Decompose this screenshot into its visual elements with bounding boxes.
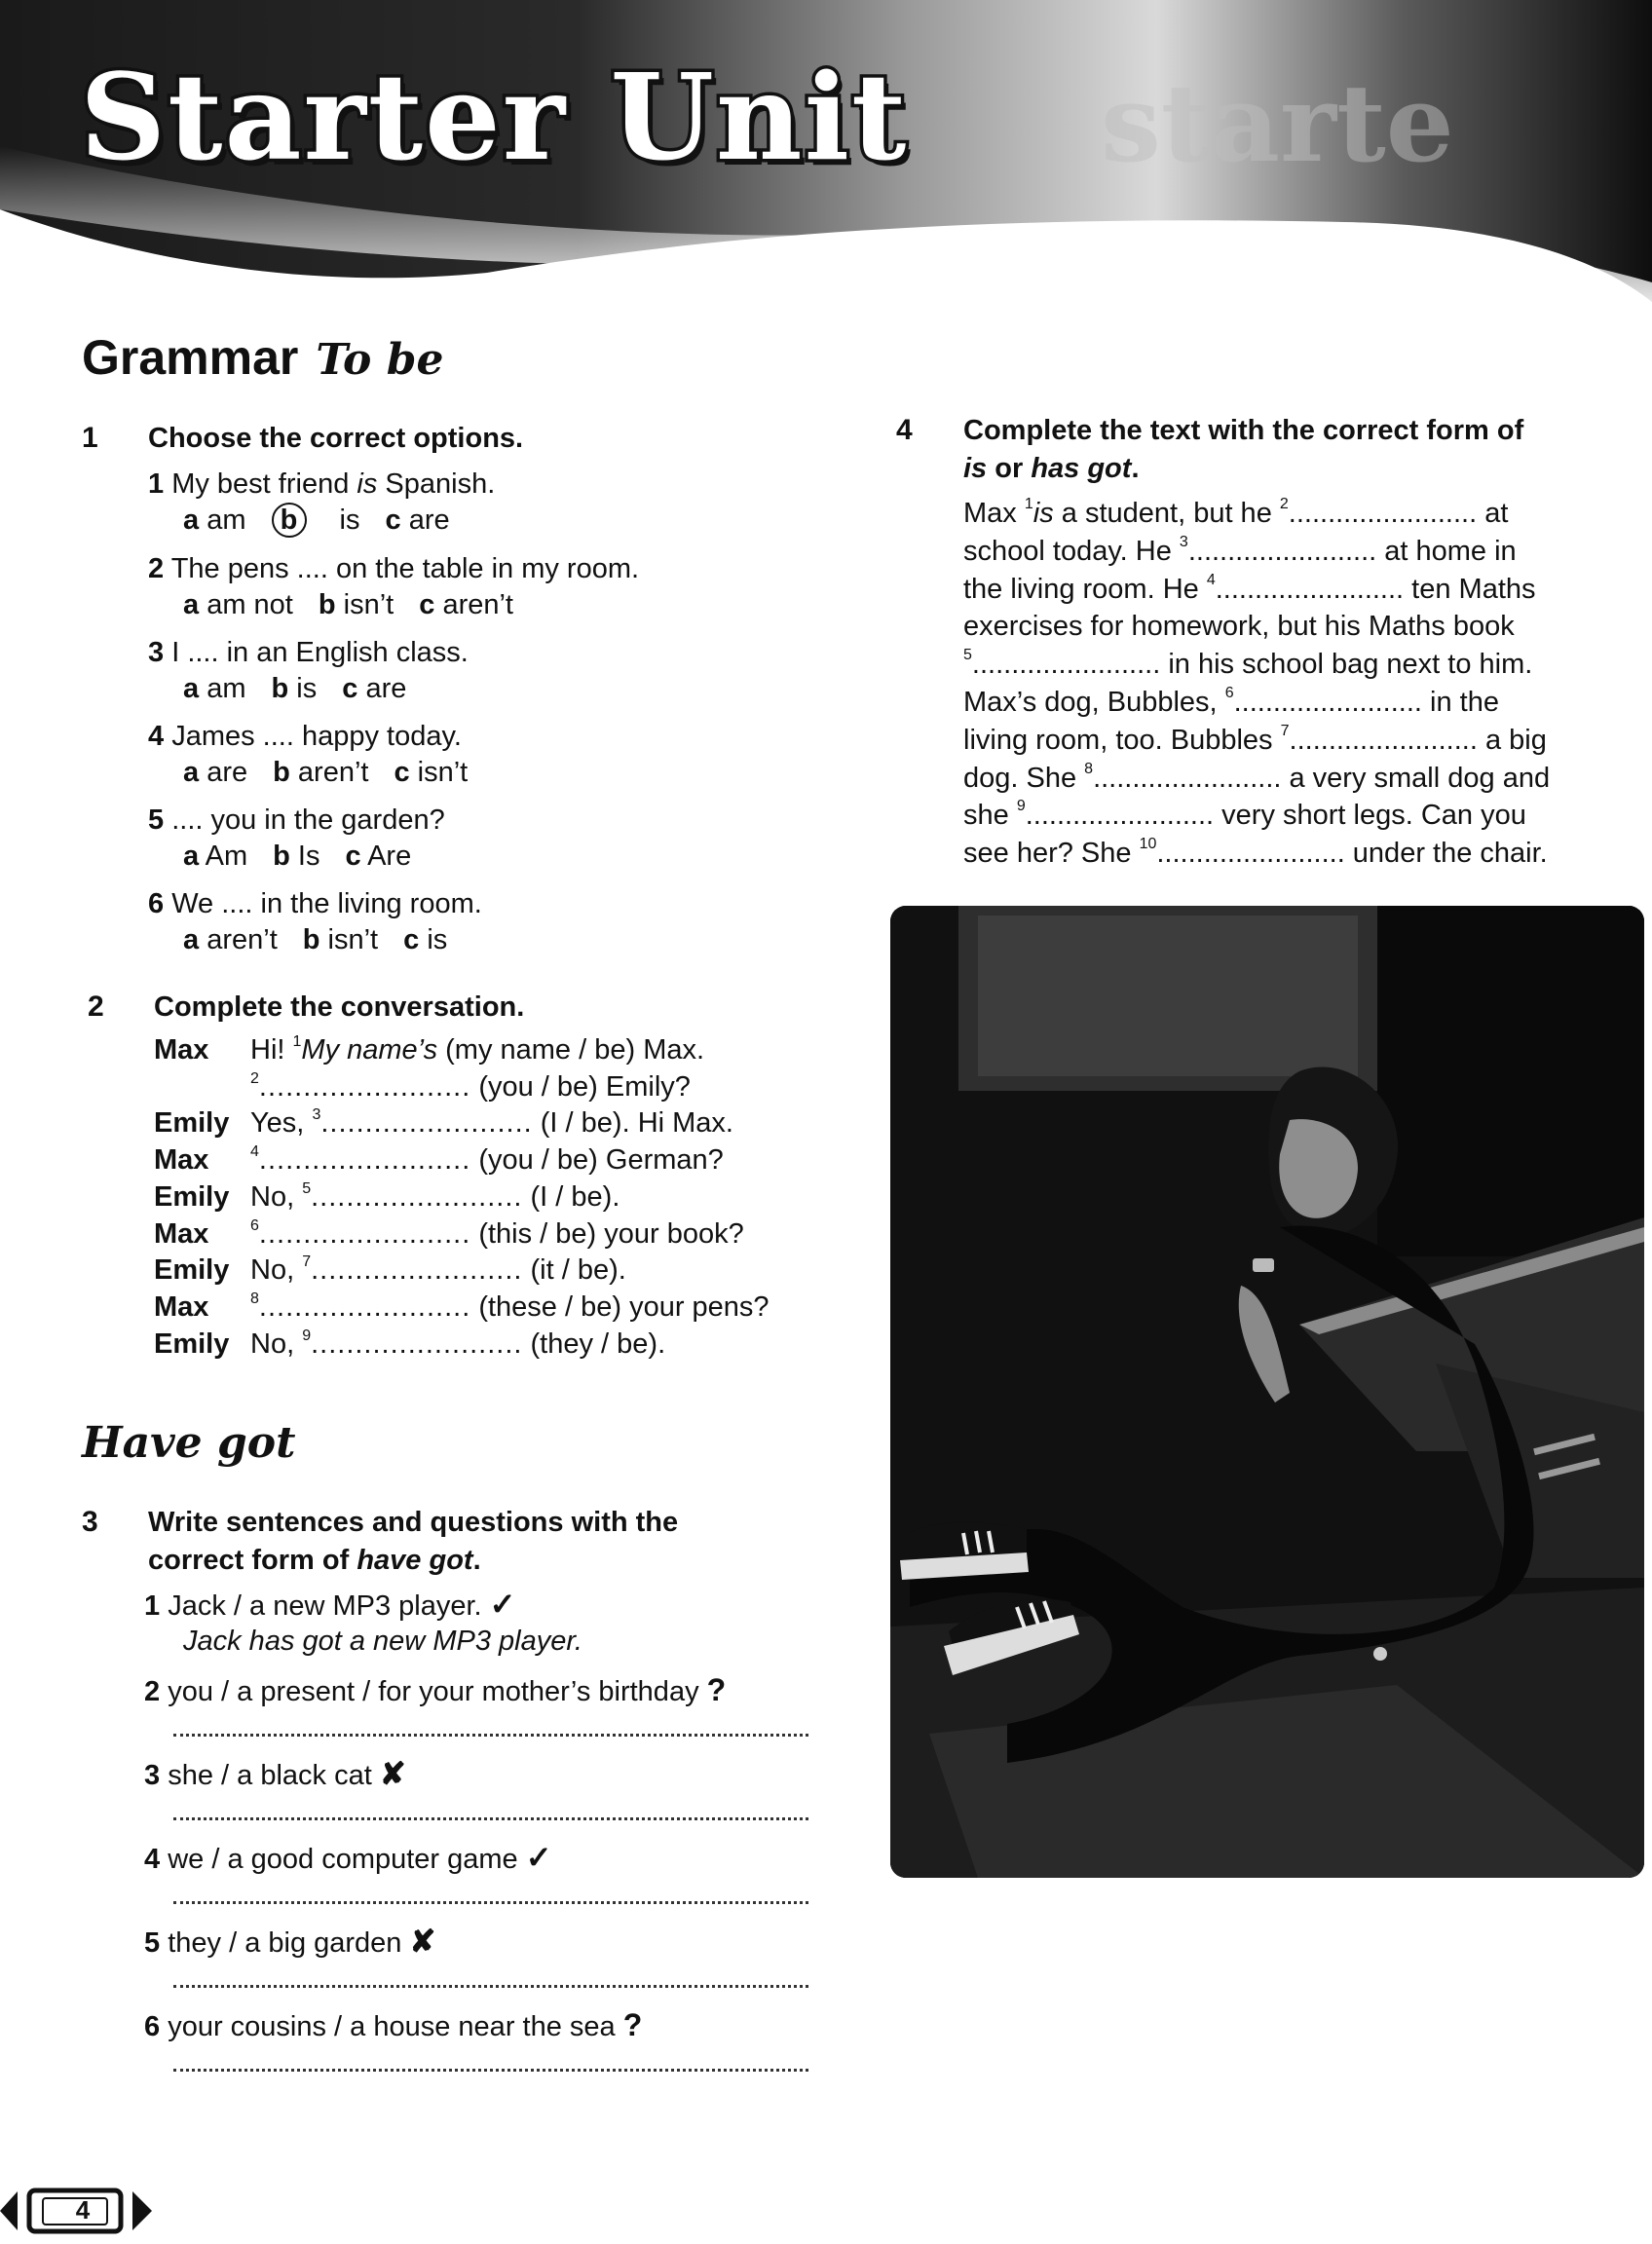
exercise-3-instruction bbox=[148, 1504, 678, 1580]
instruction-emphasis: has got bbox=[1031, 453, 1132, 484]
gap-number: 7 bbox=[1280, 722, 1290, 739]
ex3-prompt-text: you / a present / for your mother’s birthday bbox=[168, 1676, 699, 1707]
ex4-text-line bbox=[963, 646, 1587, 684]
ex1-option-letter: c bbox=[385, 505, 401, 536]
ex1-option[interactable] bbox=[273, 757, 368, 788]
ex1-item-number: 2 bbox=[148, 553, 165, 584]
ex4-text-line: Max’s dog, Bubbles, $^6$........................ in the bbox=[963, 684, 1499, 718]
ex1-option-letter: b bbox=[271, 673, 289, 704]
exercise-1-number: 1 bbox=[82, 422, 98, 454]
ex3-prompt-text: we / a good computer game bbox=[168, 1844, 518, 1875]
speaker-name: Max bbox=[154, 1217, 209, 1250]
illustration-boy-in-room bbox=[890, 906, 1644, 1878]
ex1-question-text: I .... in an English class. bbox=[171, 637, 469, 668]
conversation bbox=[154, 1032, 770, 1363]
gap-number: 10 bbox=[1139, 836, 1157, 853]
answer-blank[interactable]: ........................ bbox=[258, 1290, 471, 1323]
question-icon: ? bbox=[622, 2007, 643, 2042]
ex3-answer-line[interactable] bbox=[173, 2069, 808, 2072]
ex3-prompt-text: Jack / a new MP3 player. bbox=[168, 1590, 482, 1622]
ex1-question bbox=[148, 718, 462, 755]
question-icon: ? bbox=[706, 1672, 727, 1707]
speaker-name bbox=[154, 1069, 250, 1106]
instruction-text: . bbox=[1131, 453, 1140, 484]
ex3-prompt bbox=[144, 2006, 642, 2045]
ex1-option-text: isn’t bbox=[417, 757, 469, 788]
ex1-option-text: am bbox=[206, 505, 246, 536]
ex1-options bbox=[183, 586, 539, 623]
grammar-heading-label: Grammar bbox=[82, 330, 299, 385]
ball bbox=[1373, 1647, 1387, 1661]
check-icon: ✓ bbox=[525, 1840, 552, 1875]
ex3-prompt bbox=[144, 1923, 435, 1962]
gap-number: 9 bbox=[1016, 798, 1026, 815]
gap-number: 7 bbox=[302, 1253, 312, 1271]
answer-blank[interactable]: ........................ in his school bag next to him. bbox=[971, 649, 1533, 681]
ex1-options bbox=[183, 921, 472, 958]
gap-number: 4 bbox=[250, 1143, 259, 1161]
gap-number: 5 bbox=[302, 1179, 312, 1197]
have-got-heading: Have got bbox=[82, 1418, 296, 1468]
conversation-text: $^6$........................ (this / be) your book? bbox=[250, 1216, 744, 1250]
ex1-item-number: 4 bbox=[148, 721, 165, 752]
gap-number: 6 bbox=[1224, 684, 1234, 701]
ex3-prompt-text: she / a black cat bbox=[168, 1760, 372, 1791]
ex1-option[interactable] bbox=[303, 924, 378, 955]
ex1-item-number: 3 bbox=[148, 637, 165, 668]
ex1-option-letter: c bbox=[345, 841, 361, 872]
ex4-text-line: dog. She $^8$........................ a very small dog and bbox=[963, 760, 1551, 794]
ex3-item-number: 1 bbox=[144, 1590, 161, 1622]
instruction-emphasis: have got bbox=[357, 1545, 473, 1576]
ex1-option-text: are bbox=[365, 673, 407, 704]
ex1-option-letter: c bbox=[403, 924, 420, 955]
ex1-option-letter: b bbox=[273, 757, 290, 788]
answer-blank[interactable]: ........................ bbox=[320, 1107, 533, 1140]
ex1-circled-letter: b bbox=[272, 503, 307, 538]
ex1-option-text: Am bbox=[205, 841, 248, 872]
ex1-question-text: The pens .... on the table in my room. bbox=[170, 553, 640, 584]
ex1-option[interactable] bbox=[183, 589, 293, 620]
ex1-option-letter: b bbox=[302, 924, 320, 955]
answer-blank[interactable]: ........................ ten Maths bbox=[1215, 573, 1536, 605]
ex1-question-text: James .... happy today. bbox=[171, 721, 462, 752]
ex4-text-line: the living room. He $^4$........................ ten Maths bbox=[963, 571, 1536, 605]
ex1-question-text: Spanish. bbox=[377, 468, 496, 500]
gap-number: 3 bbox=[1179, 533, 1188, 550]
prev-arrow-icon bbox=[0, 2191, 18, 2230]
answer-blank[interactable]: ........................ bbox=[258, 1070, 471, 1103]
grammar-topic: To be bbox=[316, 335, 444, 385]
ex3-prompt bbox=[144, 1839, 552, 1878]
ex1-option-letter: a bbox=[183, 505, 200, 536]
speaker-name: Emily bbox=[154, 1328, 230, 1360]
ex3-prompt-text: they / a big garden bbox=[168, 1927, 402, 1959]
ex4-text-line: she $^9$........................ very short legs. Can you bbox=[963, 798, 1526, 832]
ex1-item-number: 5 bbox=[148, 804, 165, 836]
conversation-line bbox=[154, 1069, 770, 1106]
instruction-text: . bbox=[472, 1545, 481, 1576]
answer-blank[interactable]: ........................ bbox=[311, 1328, 523, 1360]
gap-number: 2 bbox=[250, 1069, 259, 1087]
conversation-line bbox=[154, 1327, 770, 1364]
ex1-option-letter: c bbox=[394, 757, 410, 788]
ex1-question bbox=[148, 550, 639, 587]
conversation-line bbox=[154, 1142, 770, 1179]
ex1-option[interactable] bbox=[403, 924, 447, 955]
ex1-option-text: is bbox=[427, 924, 448, 955]
ex1-option-text: Are bbox=[367, 841, 412, 872]
ex1-option-letter: b bbox=[273, 841, 290, 872]
instruction-text: or bbox=[987, 453, 1032, 484]
speaker-name: Max bbox=[154, 1034, 209, 1066]
instruction-emphasis: is bbox=[963, 453, 988, 484]
ex3-item-number: 5 bbox=[144, 1927, 161, 1959]
ex1-option-letter: a bbox=[183, 841, 200, 872]
ex1-options bbox=[183, 754, 493, 791]
ex1-option[interactable] bbox=[183, 841, 247, 872]
ex1-question-emphasis: is bbox=[357, 468, 378, 500]
answer-blank[interactable]: ........................ at home in bbox=[1187, 535, 1517, 567]
ex3-item-number: 2 bbox=[144, 1676, 161, 1707]
ex1-option-text: aren’t bbox=[206, 924, 278, 955]
ex1-question bbox=[148, 802, 445, 839]
exercise-3-instruction-line1: Write sentences and questions with the bbox=[148, 1507, 679, 1538]
ex1-option-letter: a bbox=[183, 924, 200, 955]
answer-blank[interactable]: ........................ a big bbox=[1289, 724, 1547, 756]
gap-number: 2 bbox=[1279, 496, 1289, 512]
ex1-option[interactable] bbox=[345, 841, 411, 872]
check-icon: ✓ bbox=[489, 1587, 516, 1622]
ex4-text-line: exercises for homework, but his Maths book bbox=[963, 611, 1515, 643]
ex1-options bbox=[183, 838, 436, 875]
exercise-4-text bbox=[963, 495, 1587, 873]
answer-blank[interactable]: ........................ a very small dog and bbox=[1093, 762, 1551, 794]
ex1-option[interactable] bbox=[272, 673, 318, 704]
conversation-line bbox=[154, 1216, 770, 1253]
cross-icon: ✘ bbox=[379, 1756, 406, 1791]
page-number: 4 bbox=[75, 2195, 91, 2225]
ex1-option-text: are bbox=[408, 505, 450, 536]
conversation-line bbox=[154, 1290, 770, 1327]
answer-blank[interactable]: ........................ bbox=[311, 1180, 523, 1213]
conversation-line bbox=[154, 1179, 770, 1216]
gap-number: 5 bbox=[963, 647, 972, 664]
speaker-name: Max bbox=[154, 1144, 209, 1177]
conversation-text: $^8$........................ (these / be) your pens? bbox=[250, 1290, 770, 1323]
answer-blank[interactable]: ........................ bbox=[311, 1254, 523, 1287]
ex1-question bbox=[148, 634, 469, 671]
ex3-item-number: 3 bbox=[144, 1760, 161, 1791]
gap-number: 4 bbox=[1206, 571, 1216, 588]
ex4-text-line: Max $^1$is a student, but he $^2$........................ at bbox=[963, 496, 1509, 529]
ex1-option[interactable] bbox=[183, 505, 246, 536]
conversation-text: $^2$........................ (you / be) Emily? bbox=[250, 1069, 691, 1103]
exercise-4-instruction bbox=[963, 412, 1523, 488]
ex1-question-text: We .... in the living room. bbox=[171, 888, 482, 919]
ex1-question bbox=[148, 466, 495, 503]
phone bbox=[1253, 1258, 1274, 1272]
answer-blank[interactable]: ........................ at bbox=[1288, 498, 1509, 529]
conversation-line bbox=[154, 1032, 770, 1069]
example-answer: is bbox=[1032, 498, 1054, 529]
ex1-option-text: isn’t bbox=[343, 589, 394, 620]
exercise-4-instruction-line1: Complete the text with the correct form of bbox=[963, 415, 1524, 446]
answer-blank[interactable]: ........................ under the chair. bbox=[1156, 838, 1548, 870]
ex3-answer-line[interactable] bbox=[173, 1734, 808, 1737]
page-title: Starter Unit bbox=[80, 47, 909, 187]
sneaker-left bbox=[900, 1522, 1029, 1580]
ex1-item-number: 1 bbox=[148, 468, 165, 500]
ex4-text-line: see her? She $^{10}$........................ under the chair. bbox=[963, 836, 1548, 870]
ex1-option[interactable] bbox=[342, 673, 406, 704]
gap-number: 1 bbox=[1024, 496, 1033, 512]
answer-blank[interactable]: ........................ very short legs. Can you bbox=[1025, 800, 1526, 832]
ex3-prompt bbox=[144, 1755, 406, 1794]
ex1-option-letter: a bbox=[183, 673, 200, 704]
speaker-name: Emily bbox=[154, 1180, 230, 1213]
illustration-drawing bbox=[890, 906, 1644, 1878]
gap-number: 6 bbox=[250, 1216, 259, 1234]
gap-number: 8 bbox=[1084, 760, 1094, 777]
exercise-3-instruction-line2 bbox=[148, 1542, 678, 1580]
ex1-option-letter: c bbox=[342, 673, 358, 704]
ex1-option-letter: a bbox=[183, 757, 200, 788]
ex1-option[interactable] bbox=[183, 757, 247, 788]
cross-icon: ✘ bbox=[409, 1924, 436, 1959]
exercise-3-number: 3 bbox=[82, 1506, 98, 1538]
ex1-option-letter: a bbox=[183, 589, 200, 620]
ex4-text-line: school today. He $^3$........................ at home in bbox=[963, 533, 1517, 567]
ex1-question-text: My best friend bbox=[171, 468, 357, 500]
ex3-prompt-text: your cousins / a house near the sea bbox=[168, 2011, 616, 2042]
ex1-option[interactable] bbox=[183, 673, 246, 704]
conversation-text: No, $^5$........................ (I / be). bbox=[250, 1179, 620, 1213]
answer-blank[interactable]: ........................ in the bbox=[1233, 686, 1499, 718]
answer-blank[interactable]: ........................ bbox=[258, 1144, 471, 1177]
ex1-option[interactable] bbox=[183, 924, 278, 955]
ex1-option-letter: b bbox=[318, 589, 336, 620]
gap-number: 9 bbox=[302, 1327, 312, 1344]
ex1-question bbox=[148, 885, 482, 922]
ex1-option-text: aren’t bbox=[442, 589, 513, 620]
conversation-text: $^4$........................ (you / be) German? bbox=[250, 1143, 724, 1177]
ex3-prompt bbox=[144, 1586, 515, 1625]
ex1-question-text: .... you in the garden? bbox=[171, 804, 445, 836]
conversation-text: Yes, $^3$........................ (I / be). Hi Max. bbox=[250, 1106, 733, 1140]
ex1-option[interactable] bbox=[386, 505, 450, 536]
ex4-text-line: living room, too. Bubbles $^7$........................ a big bbox=[963, 722, 1547, 756]
exercise-2-instruction: Complete the conversation. bbox=[154, 991, 525, 1023]
ex3-item-number: 6 bbox=[144, 2011, 161, 2042]
ex1-option[interactable] bbox=[319, 589, 394, 620]
ex1-option-text: Is bbox=[297, 841, 320, 872]
ex3-answer-line[interactable] bbox=[173, 1901, 808, 1904]
ex3-answer-line[interactable] bbox=[173, 1985, 808, 1988]
instruction-text: correct form of bbox=[148, 1545, 357, 1576]
ex1-option-text: isn’t bbox=[327, 924, 379, 955]
speaker-name: Emily bbox=[154, 1107, 230, 1140]
gap-number: 8 bbox=[250, 1290, 259, 1307]
ex1-option-text: are bbox=[206, 757, 248, 788]
grammar-heading bbox=[82, 329, 443, 386]
ex3-item-number: 4 bbox=[144, 1844, 161, 1875]
ex3-answer-line[interactable] bbox=[173, 1817, 808, 1820]
ex1-option-text: is bbox=[296, 673, 318, 704]
answer-blank[interactable]: ........................ bbox=[258, 1217, 471, 1250]
speaker-name: Emily bbox=[154, 1254, 230, 1287]
ex1-option-text: am bbox=[206, 673, 246, 704]
ex1-option-text: is bbox=[331, 505, 360, 536]
ex1-option[interactable] bbox=[394, 757, 468, 788]
conversation-line bbox=[154, 1253, 770, 1290]
exercise-1-instruction: Choose the correct options. bbox=[148, 423, 524, 454]
ex3-prompt bbox=[144, 1671, 726, 1710]
gap-number: 3 bbox=[312, 1106, 321, 1124]
next-arrow-icon bbox=[132, 2191, 152, 2230]
ex1-option[interactable] bbox=[273, 841, 319, 872]
ex3-example-answer: Jack has got a new MP3 player. bbox=[183, 1626, 582, 1657]
window-glass bbox=[978, 916, 1358, 1076]
ex1-option[interactable] bbox=[419, 589, 513, 620]
ex1-option-text: am not bbox=[206, 589, 293, 620]
banner-watermark-text: starte bbox=[1101, 60, 1454, 186]
speaker-name: Max bbox=[154, 1290, 209, 1323]
exercise-4-number: 4 bbox=[896, 414, 913, 446]
conversation-text: Hi! $^1$My name’s (my name / be) Max. bbox=[250, 1033, 705, 1066]
exercise-4-instruction-line2 bbox=[963, 450, 1523, 488]
ex1-option-text: aren’t bbox=[297, 757, 369, 788]
conversation-line bbox=[154, 1105, 770, 1142]
ex1-options bbox=[183, 670, 432, 707]
conversation-text: No, $^7$........................ (it / be). bbox=[250, 1253, 626, 1287]
ex1-option[interactable] bbox=[272, 505, 360, 536]
ex1-options bbox=[183, 502, 475, 539]
ex1-item-number: 6 bbox=[148, 888, 165, 919]
example-answer: My name’s bbox=[301, 1034, 438, 1066]
gap-number: 1 bbox=[292, 1033, 302, 1050]
ex1-option-letter: c bbox=[419, 589, 435, 620]
conversation-text: No, $^9$........................ (they / be). bbox=[250, 1327, 666, 1360]
exercise-2-number: 2 bbox=[88, 991, 104, 1023]
